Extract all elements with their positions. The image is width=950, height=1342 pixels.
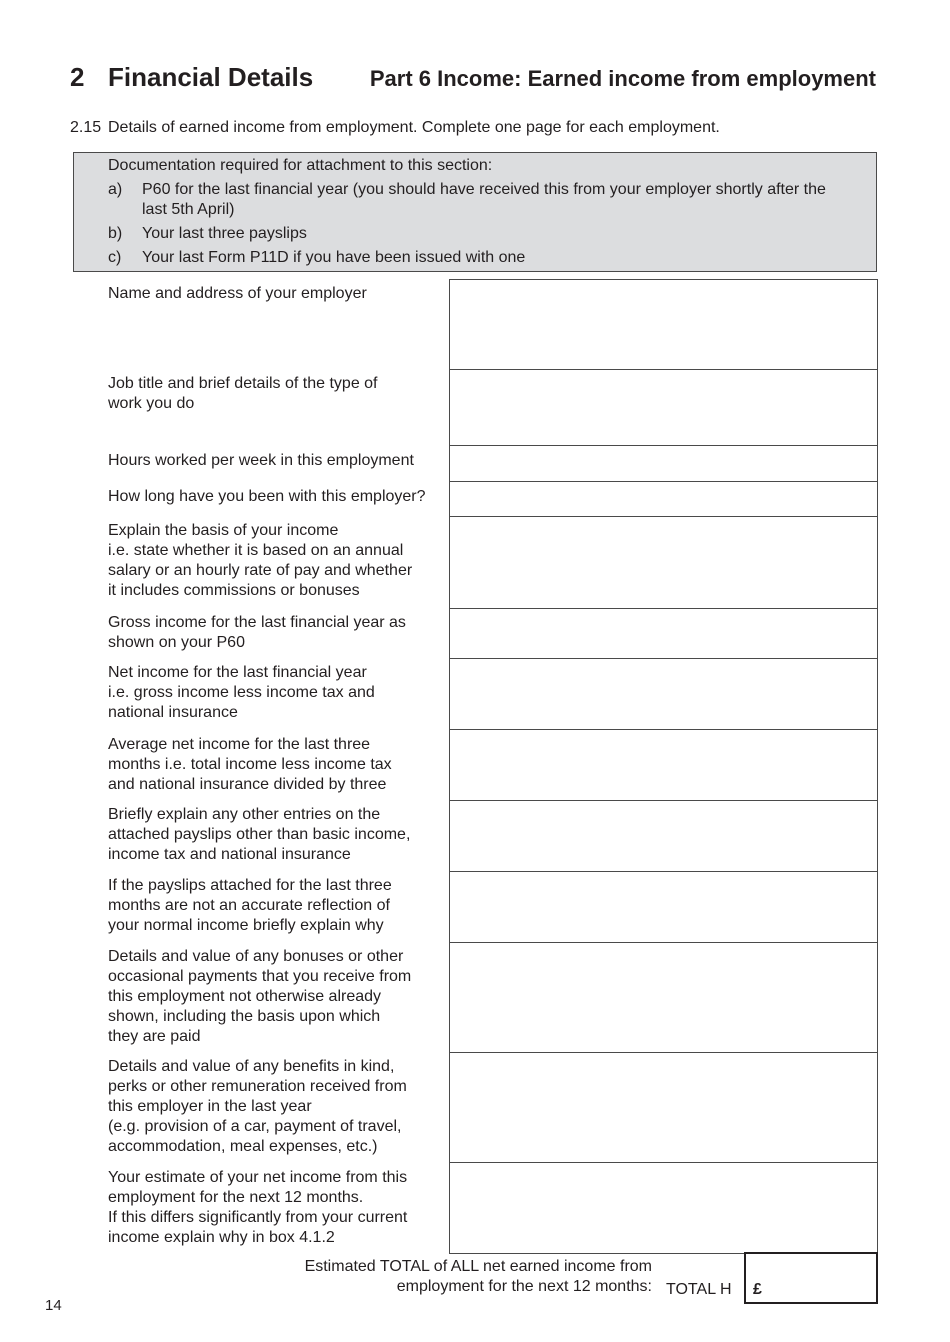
documentation-box (73, 152, 877, 272)
section-title: Financial Details (108, 62, 314, 92)
bonuses-field[interactable] (449, 942, 878, 1053)
item-letter: b) (108, 225, 123, 242)
item-text: Your last Form P11D if you have been issued with one (142, 249, 526, 266)
income-basis-label: Explain the basis of your income i.e. state whether it is based on an annual salary or an hourly rate of pay and whether it includes commissions or bonuses (108, 522, 413, 599)
item-text: P60 for the last financial year (you should have received this from your employer shortly after the last 5th April) (142, 181, 826, 218)
average-net-income-label: Average net income for the last three months i.e. total income less income tax and national insurance divided by three (108, 736, 392, 793)
gross-income-label: Gross income for the last financial year as shown on your P60 (108, 614, 406, 651)
employer-name-address-field[interactable] (449, 279, 878, 370)
total-code: TOTAL H (666, 1281, 732, 1298)
question-instruction: Details of earned income from employment. Complete one page for each employment. (108, 119, 720, 136)
documentation-heading: Documentation required for attachment to this section: (108, 157, 493, 174)
benefits-in-kind-field[interactable] (449, 1052, 878, 1163)
net-income-field[interactable] (449, 658, 878, 730)
gross-income-field[interactable] (449, 608, 878, 659)
hours-worked-label: Hours worked per week in this employment (108, 452, 414, 469)
income-basis-field[interactable] (449, 516, 878, 609)
length-of-employment-label: How long have you been with this employer? (108, 488, 426, 505)
bonuses-label: Details and value of any bonuses or other occasional payments that you receive from this employment not otherwise already shown, including the basis upon which they are paid (108, 948, 412, 1045)
average-net-income-field[interactable] (449, 729, 878, 801)
length-of-employment-field[interactable] (449, 481, 878, 517)
page-header (0, 0, 950, 100)
payslip-accuracy-field[interactable] (449, 871, 878, 943)
job-title-label: Job title and brief details of the type of work you do (108, 375, 378, 412)
employer-name-address-label: Name and address of your employer (108, 285, 367, 302)
item-text: Your last three payslips (142, 225, 307, 242)
section-number: 2 (70, 62, 85, 92)
page-number: 14 (45, 1297, 62, 1314)
net-income-label: Net income for the last financial year i.e. gross income less income tax and national insurance (108, 664, 375, 721)
question-number: 2.15 (70, 119, 102, 136)
total-h-field[interactable] (744, 1252, 878, 1304)
benefits-in-kind-label: Details and value of any benefits in kind, perks or other remuneration received from this employer in the last year (e.g. provision of a car, payment of travel, accommodation, meal expenses, etc.) (108, 1058, 407, 1155)
item-letter: c) (108, 249, 122, 266)
payslip-entries-field[interactable] (449, 800, 878, 872)
job-title-field[interactable] (449, 369, 878, 446)
payslip-entries-label: Briefly explain any other entries on the attached payslips other than basic income, income tax and national insurance (108, 806, 411, 863)
payslip-accuracy-label: If the payslips attached for the last three months are not an accurate reflection of your normal income briefly explain why (108, 877, 392, 934)
currency-symbol: £ (753, 1281, 762, 1298)
total-label: Estimated TOTAL of ALL net earned income from employment for the next 12 months: (304, 1258, 652, 1295)
estimated-net-income-label: Your estimate of your net income from this employment for the next 12 months. If this differs significantly from your current income explain why in box 4.1.2 (108, 1169, 408, 1246)
estimated-net-income-field[interactable] (449, 1162, 878, 1254)
item-letter: a) (108, 181, 123, 198)
hours-worked-field[interactable] (449, 445, 878, 482)
part-title: Part 6 Income: Earned income from employment (369, 66, 876, 91)
